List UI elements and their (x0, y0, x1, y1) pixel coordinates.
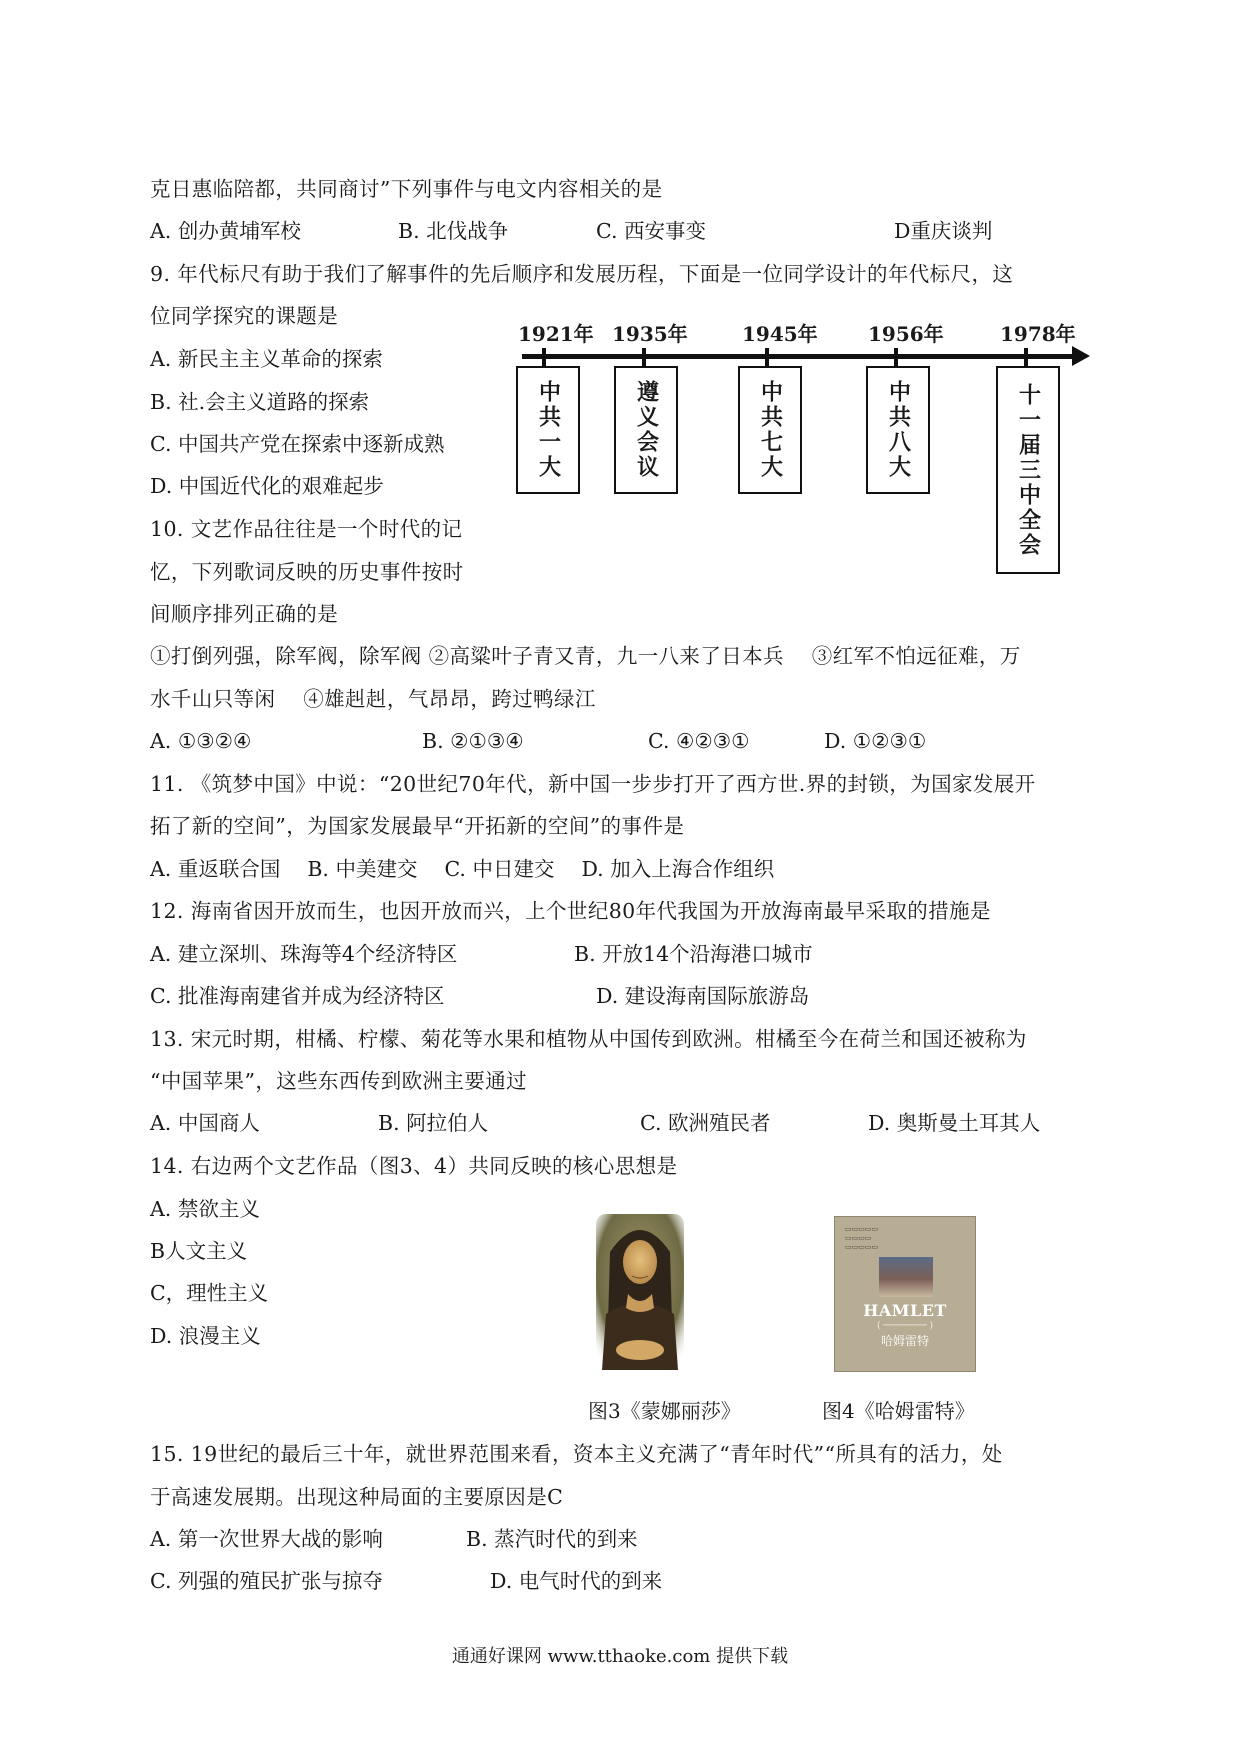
footer-source: 通通好课网 www.tthaoke.com 提供下载 (451, 1646, 789, 1667)
q12-option-a: A. 建立深圳、珠海等4个经济特区 (150, 942, 458, 966)
timeline-event-box (614, 366, 678, 494)
q15-option-a: A. 第一次世界大战的影响 (150, 1527, 383, 1551)
q15-option-b: B. 蒸汽时代的到来 (466, 1527, 638, 1551)
question-9-stem-cont: 位同学探究的课题是 (150, 304, 339, 328)
timeline-year: 1935年 (612, 322, 688, 346)
timeline-event: 十一届三中全会 (1015, 382, 1041, 558)
question-12-stem: 12. 海南省因开放而生，也因开放而兴，上个世纪80年代我国为开放海南最早采取的措施是 (150, 899, 991, 923)
question-15-stem-cont: 于高速发展期。出现这种局面的主要原因是C (150, 1485, 564, 1509)
q8-option-b: B. 北伐战争 (398, 219, 509, 243)
question-14-stem: 14. 右边两个文艺作品（图3、4）共同反映的核心思想是 (150, 1154, 678, 1178)
q9-option-c: C. 中国共产党在探索中逐新成熟 (150, 432, 445, 456)
timeline-year: 1978年 (1000, 322, 1076, 346)
question-11-stem: 11. 《筑梦中国》中说：“20世纪70年代，新中国一步步打开了西方世.界的封锁，为国家发展开 (150, 772, 1036, 796)
question-10-lyrics: ①打倒列强，除军阀，除军阀 ②高粱叶子青又青，九一八来了日本兵 ③红军不怕远征难，万 (150, 644, 1021, 668)
timeline-axis (522, 354, 1080, 359)
timeline-event: 遵义会议 (633, 380, 659, 480)
q14-option-a: A. 禁欲主义 (150, 1197, 260, 1221)
timeline-tick (765, 348, 769, 366)
q10-option-b: B. ②①③④ (422, 729, 524, 753)
timeline-tick (894, 348, 898, 366)
q10-option-d: D. ①②③① (824, 729, 927, 753)
timeline-year: 1921年 (518, 322, 594, 346)
question-10-stem-cont: 忆，下列歌词反映的历史事件按时 (150, 560, 464, 584)
mona-lisa-painting (592, 1212, 688, 1372)
question-8-tail: 克日惠临陪都，共同商讨”下列事件与电文内容相关的是 (150, 177, 663, 201)
q8-option-d: D重庆谈判 (894, 219, 993, 243)
figure-3-caption: 图3《蒙娜丽莎》 (588, 1399, 741, 1423)
timeline-tick (542, 348, 546, 366)
q14-option-d: D. 浪漫主义 (150, 1324, 261, 1348)
timeline-event-box (738, 366, 802, 494)
q15-option-d: D. 电气时代的到来 (490, 1569, 663, 1593)
q9-option-d: D. 中国近代化的艰难起步 (150, 474, 384, 498)
timeline-tick (642, 348, 646, 366)
q13-option-d: D. 奥斯曼土耳其人 (868, 1111, 1041, 1135)
timeline-event: 中共八大 (885, 380, 911, 480)
timeline-event-box (516, 366, 580, 494)
q10-option-a: A. ①③②④ (150, 729, 252, 753)
q12-option-c: C. 批准海南建省并成为经济特区 (150, 984, 445, 1008)
book-title-chinese: 哈姆雷特 (880, 1334, 929, 1348)
hamlet-book-cover (834, 1216, 976, 1372)
cover-subtitle-line: ( ──────── ) (876, 1321, 934, 1331)
q8-option-a: A. 创办黄埔军校 (150, 219, 301, 243)
question-11-stem-cont: 拓了新的空间”，为国家发展最早“开拓新的空间”的事件是 (150, 814, 685, 838)
q15-option-c: C. 列强的殖民扩张与掠夺 (150, 1569, 383, 1593)
question-10-stem-cont: 间顺序排列正确的是 (150, 602, 339, 626)
q10-option-c: C. ④②③① (648, 729, 750, 753)
q8-option-c: C. 西安事变 (596, 219, 706, 243)
q11-options: A. 重返联合国 B. 中美建交 C. 中日建交 D. 加入上海合作组织 (150, 857, 775, 881)
timeline-event-box (866, 366, 930, 494)
q13-option-a: A. 中国商人 (150, 1111, 260, 1135)
q12-option-b: B. 开放14个沿海港口城市 (574, 942, 813, 966)
timeline-year: 1956年 (868, 322, 944, 346)
timeline-year: 1945年 (742, 322, 818, 346)
book-title: HAMLET (863, 1301, 947, 1320)
question-13-stem-cont: “中国苹果”，这些东西传到欧洲主要通过 (150, 1069, 528, 1093)
cover-decoration: ▭▭▭▭▭ ▭▭▭▭ ▭▭▭▭▭ (845, 1225, 879, 1251)
q14-option-b: B人文主义 (150, 1239, 248, 1263)
q9-option-a: A. 新民主主义革命的探索 (150, 347, 383, 371)
timeline-tick (1024, 348, 1028, 366)
timeline-event: 中共一大 (535, 380, 561, 480)
timeline-event-box (996, 366, 1060, 574)
q14-option-c: C，理性主义 (150, 1281, 269, 1305)
timeline-arrow-icon (1072, 346, 1090, 366)
question-13-stem: 13. 宋元时期，柑橘、柠檬、菊花等水果和植物从中国传到欧洲。柑橘至今在荷兰和国还被称为 (150, 1027, 1027, 1051)
question-10-lyrics-cont: 水千山只等闲 ④雄赳赳，气昂昂，跨过鸭绿江 (150, 687, 596, 711)
q13-option-c: C. 欧洲殖民者 (640, 1111, 771, 1135)
question-15-stem: 15. 19世纪的最后三十年，就世界范围来看，资本主义充满了“青年时代”“所具有的活力，处 (150, 1442, 1003, 1466)
timeline-event: 中共七大 (757, 380, 783, 480)
q12-option-d: D. 建设海南国际旅游岛 (596, 984, 810, 1008)
q13-option-b: B. 阿拉伯人 (378, 1111, 489, 1135)
cover-illustration (879, 1257, 933, 1297)
timeline-figure (512, 318, 1092, 578)
question-9-stem: 9. 年代标尺有助于我们了解事件的先后顺序和发展历程，下面是一位同学设计的年代标尺，这 (150, 262, 1014, 286)
q9-option-b: B. 社.会主义道路的探索 (150, 390, 370, 414)
figure-4-caption: 图4《哈姆雷特》 (822, 1399, 975, 1423)
question-10-stem: 10. 文艺作品往往是一个时代的记 (150, 517, 463, 541)
